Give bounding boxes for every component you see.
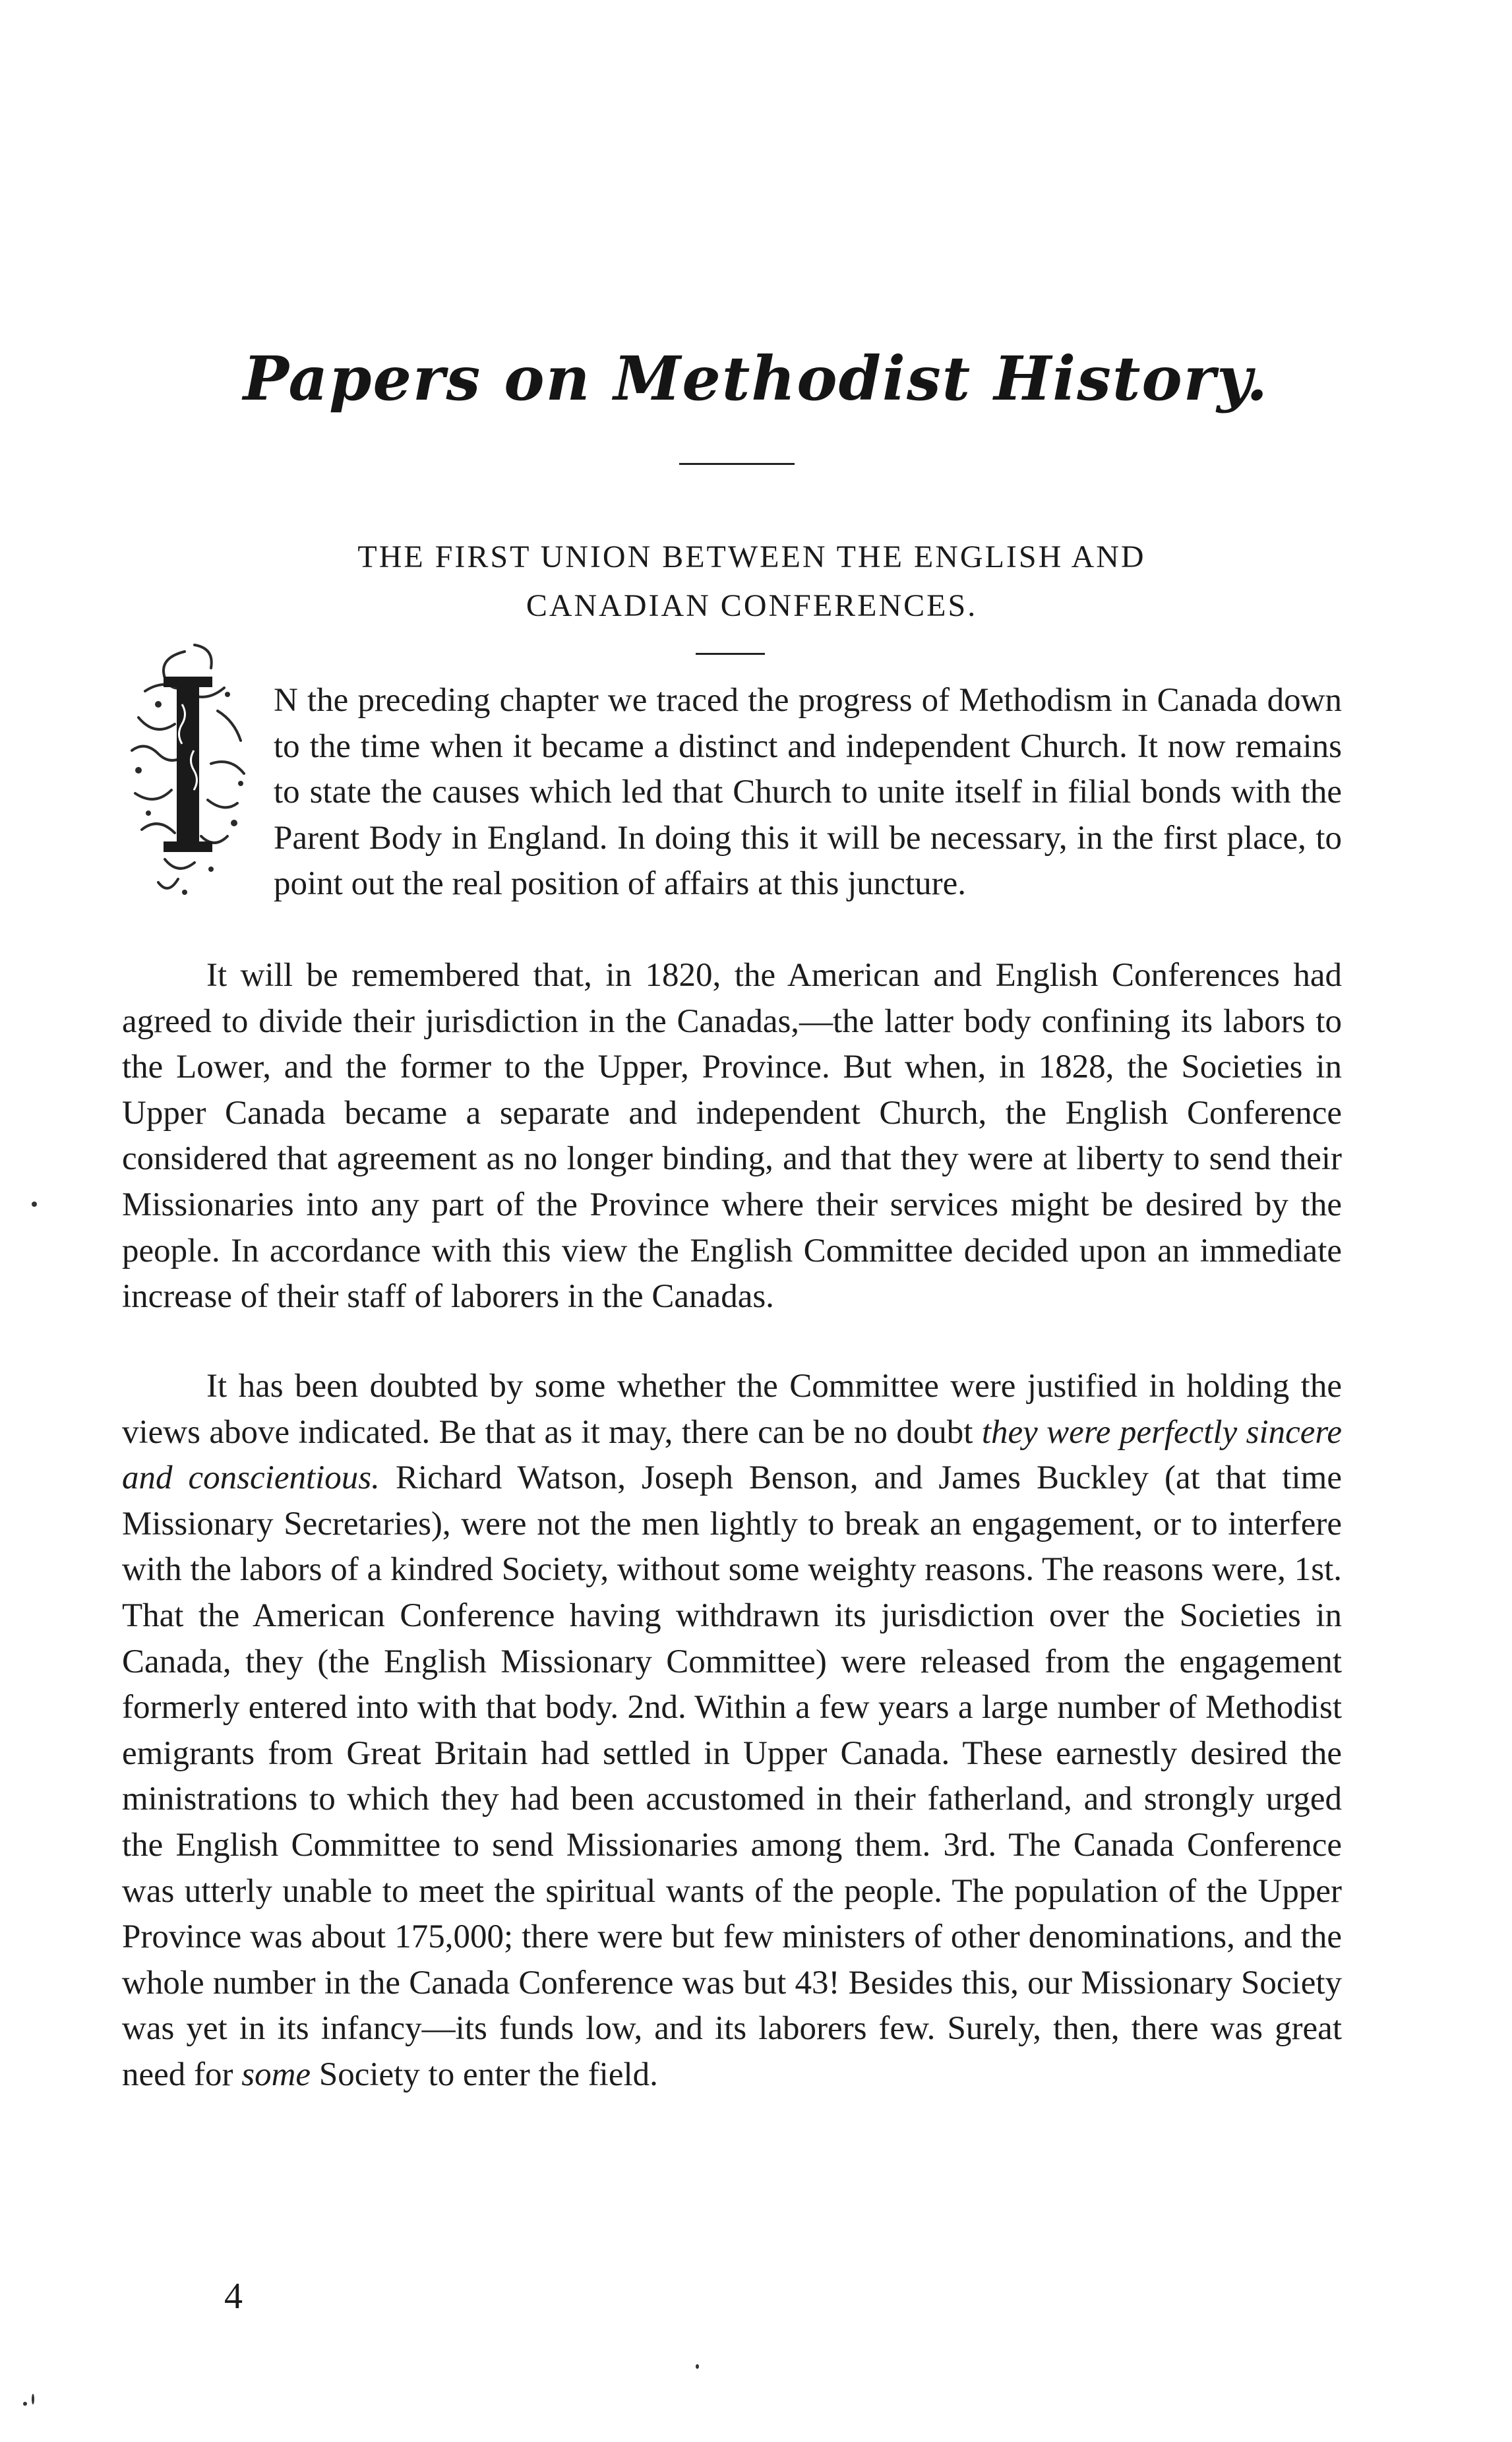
paragraph-3-text-b: Richard Watson, Joseph Benson, and James Buckley (at that time Missionary Secretaries), were not the men lightly to break an engagement, or to interfere with the labors of a kindred Society, without some weighty reasons. The reasons were, 1st. That the American Conference having withdrawn its jurisdiction over the Societies in Canada, they (the English Missionary Committee) were released from the engagement formerly entered into with that body. 2nd. Within a few years a large number of Methodist emigrants from Great Britain had settled in Upper Canada. These earnestly desired the ministrations to which they had been accustomed in their fatherland, and strongly urged the English Committee to send Missionaries among them. 3rd. The Canada Conference was utterly unable to meet the spiritual wants of the people. The population of the Upper Province was about 175,000; there were but few ministers of other denominations, and the whole number in the Canada Conference was but 43! Besides this, our Missionary Society was yet in its infancy—its funds low, and its laborers few. Surely, then, there was great need for — [122, 1459, 1342, 2093]
title-divider-rule — [679, 463, 795, 465]
paragraph-3-italic-a: they were perfectly sincere and conscientious. — [122, 1413, 1342, 1497]
margin-speck — [23, 2402, 27, 2406]
paragraph-3-italic-b: some — [241, 2056, 311, 2093]
article-title — [119, 533, 1385, 630]
page-number: 4 — [224, 2276, 243, 2317]
paragraph-3-text-c: Society to enter the field. — [311, 2056, 658, 2093]
paragraph-3-text-a: It has been doubted by some whether the Committee were justified in holding the views above indicated. Be that as it may, there can be no doubt — [122, 1368, 1342, 1451]
article-title-line-2: CANADIAN CONFERENCES. — [526, 588, 978, 623]
paragraph-1: N the preceding chapter we traced the progress of Methodism in Canada down to the time when it became a distinct and independent Church. It now remains to state the causes which led that Church to unite itself in filial bonds with the Parent Body in England. In doing this it will be necessary, in the first place, to point out the real position of affairs at this juncture. — [274, 682, 1342, 903]
margin-speck — [32, 2394, 34, 2404]
ornamental-drop-cap-icon — [119, 632, 254, 909]
margin-speck — [32, 1202, 37, 1207]
margin-speck — [696, 2364, 699, 2369]
paragraph-3 — [122, 1364, 1342, 2098]
paragraph-2: It will be remembered that, in 1820, the American and English Conferences had agreed to divide their jurisdiction in the Canadas,—the latter body confining its labors to the Lower, and the former to the Upper, Province. But when, in 1828, the Societies in Upper Canada became a separate and independent Church, the English Conference considered that agreement as no longer binding, and that they were at liberty to send their Missionaries into any part of the Province where their services might be desired by the people. In accordance with this view the English Committee decided upon an immediate increase of their staff of laborers in the Canadas. — [122, 957, 1342, 1316]
subtitle-divider-rule — [696, 653, 765, 655]
running-title: Papers on Methodist History. — [243, 343, 1269, 414]
article-title-line-1: THE FIRST UNION BETWEEN THE ENGLISH AND — [357, 539, 1146, 574]
